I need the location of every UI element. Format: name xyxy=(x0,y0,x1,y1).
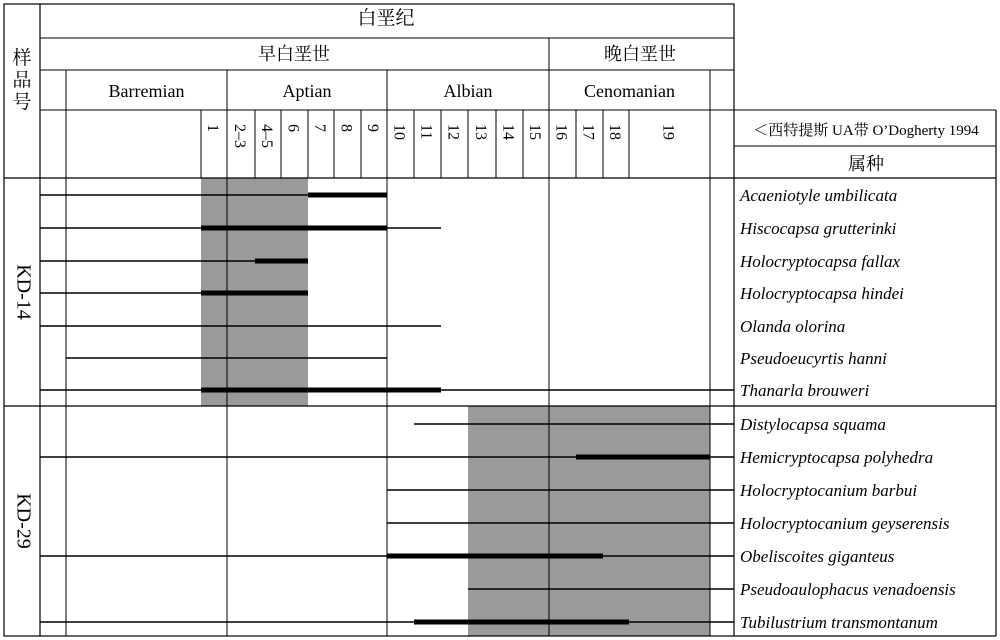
shaded-interval xyxy=(468,406,710,636)
zone-label: 14 xyxy=(499,124,517,140)
species-name: Pseudoeucyrtis hanni xyxy=(740,349,887,368)
species-name: Holocryptocapsa hindei xyxy=(740,284,904,303)
species-name: Obeliscoites giganteus xyxy=(740,547,895,566)
zone-label: 17 xyxy=(579,124,597,140)
species-name: Holocryptocanium geyserensis xyxy=(740,514,950,533)
zone-label: 12 xyxy=(444,124,462,140)
sample-label-char: 样 xyxy=(12,47,32,69)
stage-label-aptian: Aptian xyxy=(282,81,332,101)
species-name: Distylocapsa squama xyxy=(740,415,886,434)
species-name: Acaeniotyle umbilicata xyxy=(740,186,898,205)
species-name: Thanarla brouweri xyxy=(740,381,870,400)
stage-label-cenomanian: Cenomanian xyxy=(584,81,675,101)
early-cretaceous-label: 早白垩世 xyxy=(258,44,330,65)
sample-id-kd-14: KD-14 xyxy=(12,264,35,320)
period-title: 白垩纪 xyxy=(357,7,415,29)
sample-label-char: 号 xyxy=(12,91,32,113)
species-name: Hiscocapsa grutterinki xyxy=(740,219,897,238)
zone-label: 15 xyxy=(526,124,543,140)
zone-label: 2–3 xyxy=(231,124,248,148)
reference-label: ＜西特提斯 UA带 O’Dogherty 1994 xyxy=(753,123,979,139)
zone-label: 1 xyxy=(204,124,221,132)
zone-label: 8 xyxy=(337,124,355,132)
sample-id-kd-29: KD-29 xyxy=(12,493,35,549)
zone-label: 16 xyxy=(552,124,570,140)
zone-label: 9 xyxy=(364,124,381,132)
species-name: Tubilustrium transmontanum xyxy=(740,613,938,632)
shading-layer xyxy=(201,178,710,636)
species-header: 属种 xyxy=(848,154,884,175)
species-name: Olanda olorina xyxy=(740,317,846,336)
zone-label: 11 xyxy=(417,124,435,140)
sample-label-char: 品 xyxy=(12,69,32,91)
species-name: Holocryptocapsa fallax xyxy=(740,252,901,271)
species-name: Pseudoaulophacus venadoensis xyxy=(740,580,956,599)
zone-label: 10 xyxy=(390,124,408,140)
stage-label-albian: Albian xyxy=(443,81,493,101)
zone-label: 7 xyxy=(311,124,328,132)
zone-label: 4–5 xyxy=(258,124,275,148)
species-name: Holocryptocanium barbui xyxy=(740,481,918,500)
zone-label: 18 xyxy=(606,124,623,140)
zone-label: 19 xyxy=(659,124,677,140)
zone-label: 6 xyxy=(284,124,302,132)
stage-label-barremian: Barremian xyxy=(108,81,185,101)
species-name: Hemicryptocapsa polyhedra xyxy=(740,448,934,467)
zone-label: 13 xyxy=(472,124,489,140)
late-cretaceous-label: 晚白垩世 xyxy=(604,44,676,65)
